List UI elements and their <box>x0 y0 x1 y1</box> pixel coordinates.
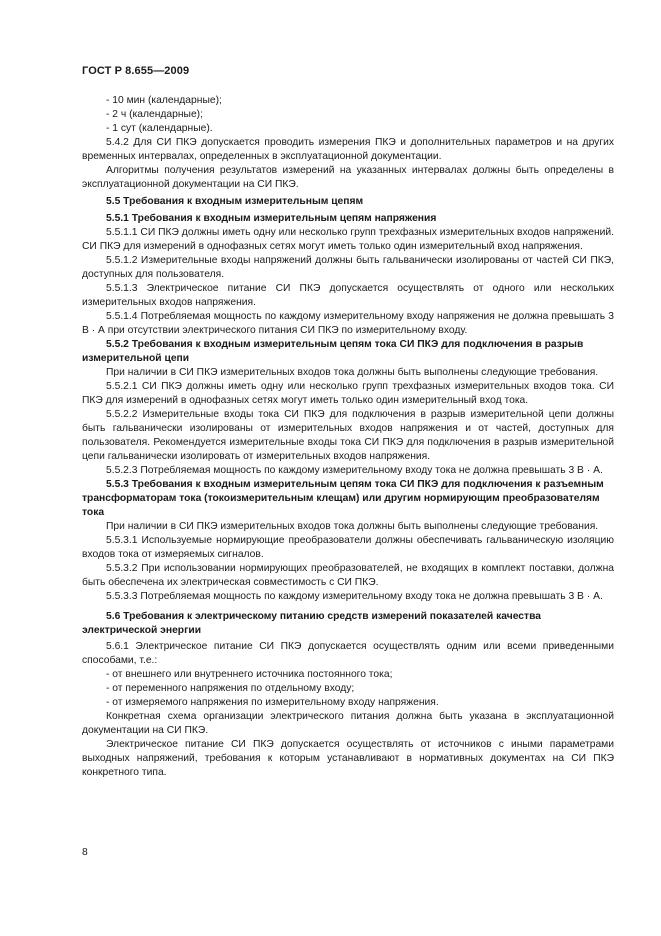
subsection-heading-5-5-3: 5.5.3 Требования к входным измерительным цепям тока СИ ПКЭ для подключения к разъемным трансформаторам тока (токоизмерительным клещам) или другим нормирующим преобразователям тока <box>82 479 604 518</box>
list-item: - от переменного напряжения по отдельному входу; <box>106 683 355 694</box>
list-item: - от внешнего или внутреннего источника постоянного тока; <box>106 669 393 680</box>
paragraph-5-5-3-3: 5.5.3.3 Потребляемая мощность по каждому измерительному входу тока не должна превышать 3 В · А. <box>106 591 603 602</box>
subsection-heading-5-5-2: 5.5.2 Требования к входным измерительным цепям тока СИ ПКЭ для подключения в разрыв измерительной цепи <box>82 339 584 364</box>
paragraph-5-5-1-2: 5.5.1.2 Измерительные входы напряжений должны быть гальванически изолированы от частей СИ ПКЭ, доступных для пользователя. <box>82 255 614 280</box>
page-number: 8 <box>82 847 88 858</box>
paragraph-5-6-1: 5.6.1 Электрическое питание СИ ПКЭ допускается осуществлять одним или всеми приведенными способами, т.е.: <box>82 641 614 666</box>
subsection-heading-5-5-1: 5.5.1 Требования к входным измерительным цепям напряжения <box>106 213 437 224</box>
paragraph-5-5-1-4: 5.5.1.4 Потребляемая мощность по каждому измерительному входу напряжения не должна превышать 3 В · А при отсутствии электрического питания СИ ПКЭ по измерительному входу. <box>82 311 614 336</box>
paragraph-5-5-1-1: 5.5.1.1 СИ ПКЭ должны иметь одну или несколько групп трехфазных измерительных входов напряжений. СИ ПКЭ для измерений в однофазных сетях могут иметь только один измерительный вход напряжения. <box>82 227 614 252</box>
paragraph-5-5-2-2: 5.5.2.2 Измерительные входы тока СИ ПКЭ для подключения в разрыв измерительной цепи должны быть гальванически изолированы от измерительных входов напряжения и от частей, доступных для пользователя. Рекомендуется измерительные входы тока СИ ПКЭ для подключения в разрыв измерительной цепи гальванически изолировать от измерительных входов напряжения. <box>82 409 614 462</box>
paragraph-5-5-3-intro: При наличии в СИ ПКЭ измерительных входов тока должны быть выполнены следующие требования. <box>106 521 599 532</box>
paragraph-algorithms: Алгоритмы получения результатов измерений на указанных интервалах должны быть определены в эксплуатационной документации на СИ ПКЭ. <box>82 165 614 190</box>
paragraph-5-4-2: 5.4.2 Для СИ ПКЭ допускается проводить измерения ПКЭ и дополнительных параметров и на других временных интервалах, определенных в эксплуатационной документации. <box>82 137 614 162</box>
paragraph-power-scheme: Конкретная схема организации электрического питания должна быть указана в эксплуатационной документации на СИ ПКЭ. <box>82 711 614 736</box>
list-item: - 2 ч (календарные); <box>106 109 203 120</box>
document-body <box>82 94 614 780</box>
paragraph-5-5-3-2: 5.5.3.2 При использовании нормирующих преобразователей, не входящих в комплект поставки, должна быть обеспечена их электрическая совместимость с СИ ПКЭ. <box>82 563 614 588</box>
list-item: - 10 мин (календарные); <box>106 95 222 106</box>
list-item: - от измеряемого напряжения по измерительному входу напряжения. <box>106 697 439 708</box>
paragraph-other-sources: Электрическое питание СИ ПКЭ допускается осуществлять от источников с иными параметрами выходных напряжений, требования к которым устанавливают в нормативных документах на СИ ПКЭ конкретного типа. <box>82 739 614 778</box>
paragraph-5-5-2-3: 5.5.2.3 Потребляемая мощность по каждому измерительному входу тока не должна превышать 3 В · А. <box>106 465 603 476</box>
list-item: - 1 сут (календарные). <box>106 123 213 134</box>
paragraph-5-5-2-intro: При наличии в СИ ПКЭ измерительных входов тока должны быть выполнены следующие требования. <box>106 367 599 378</box>
paragraph-5-5-1-3: 5.5.1.3 Электрическое питание СИ ПКЭ допускается осуществлять от одного или нескольких измерительных входов напряжения. <box>82 283 614 308</box>
section-heading-5-5: 5.5 Требования к входным измерительным цепям <box>106 196 364 207</box>
paragraph-5-5-3-1: 5.5.3.1 Используемые нормирующие преобразователи должны обеспечивать гальваническую изоляцию входов тока от измеряемых сигналов. <box>82 535 614 560</box>
section-heading-5-6: 5.6 Требования к электрическому питанию средств измерений показателей качества электрической энергии <box>82 611 541 636</box>
paragraph-5-5-2-1: 5.5.2.1 СИ ПКЭ должны иметь одну или несколько групп трехфазных измерительных входов тока. СИ ПКЭ для измерений в однофазных сетях могут иметь только один измерительный вход тока. <box>82 381 614 406</box>
document-header: ГОСТ Р 8.655—2009 <box>82 65 190 77</box>
